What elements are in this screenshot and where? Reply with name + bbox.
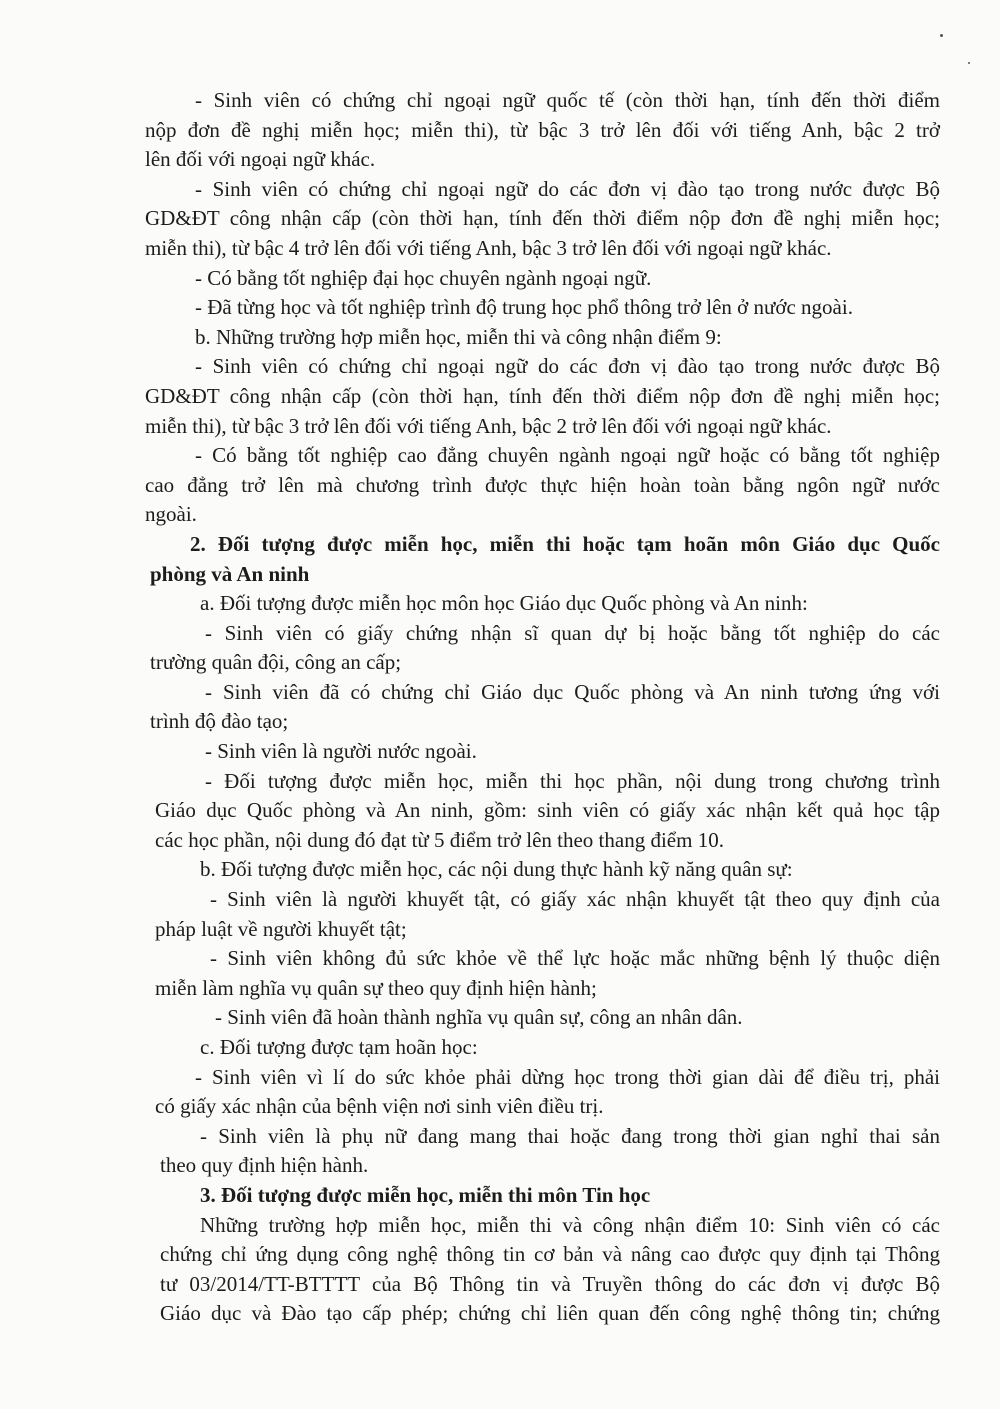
- paragraph-line: ngoài.: [145, 502, 197, 527]
- paragraph-line: Giáo dục Quốc phòng và An ninh, gồm: sinh viên có giấy xác nhận kết quả học tập: [155, 798, 940, 823]
- paragraph-line: miễn thi), từ bậc 4 trở lên đối với tiếng Anh, bậc 3 trở lên đối với ngoại ngữ khác.: [145, 235, 832, 260]
- section-heading-line: 3. Đối tượng được miễn học, miễn thi môn Tin học: [200, 1182, 651, 1207]
- paragraph-line: - Sinh viên có giấy chứng nhận sĩ quan dự bị hoặc bằng tốt nghiệp do các: [205, 620, 940, 645]
- paragraph-line: - Có bằng tốt nghiệp cao đẳng chuyên ngành ngoại ngữ hoặc có bằng tốt nghiệp: [195, 443, 940, 468]
- paragraph-line: - Đã từng học và tốt nghiệp trình độ trung học phổ thông trở lên ở nước ngoài.: [195, 295, 853, 320]
- paragraph-line: chứng chỉ ứng dụng công nghệ thông tin cơ bản và nâng cao được quy định tại Thông: [160, 1242, 940, 1267]
- paragraph-line: nộp đơn đề nghị miễn học; miễn thi), từ bậc 3 trở lên đối với tiếng Anh, bậc 2 trở: [145, 117, 940, 142]
- paragraph-line: - Sinh viên là người khuyết tật, có giấy xác nhận khuyết tật theo quy định của: [210, 887, 940, 912]
- paragraph-line: - Sinh viên có chứng chỉ ngoại ngữ do các đơn vị đào tạo trong nước được Bộ: [195, 176, 940, 201]
- document-body: [140, 86, 940, 1329]
- paragraph-line: trường quân đội, công an cấp;: [150, 650, 402, 675]
- paragraph-line: Những trường hợp miễn học, miễn thi và công nhận điểm 10: Sinh viên có các: [200, 1212, 940, 1237]
- paragraph-line: - Sinh viên có chứng chỉ ngoại ngữ do các đơn vị đào tạo trong nước được Bộ: [195, 354, 940, 379]
- paragraph-line: các học phần, nội dung đó đạt từ 5 điểm trở lên theo thang điểm 10.: [155, 827, 724, 852]
- section-heading-line: phòng và An ninh: [150, 561, 310, 586]
- paragraph-line: c. Đối tượng được tạm hoãn học:: [200, 1035, 478, 1059]
- paragraph-line: - Sinh viên đã hoàn thành nghĩa vụ quân sự, công an nhân dân.: [215, 1005, 743, 1030]
- paragraph-line: theo quy định hiện hành.: [160, 1153, 369, 1178]
- paragraph-line: b. Những trường hợp miễn học, miễn thi và công nhận điểm 9:: [195, 324, 722, 349]
- section-heading-line: 2. Đối tượng được miễn học, miễn thi hoặc tạm hoãn môn Giáo dục Quốc: [190, 531, 940, 556]
- paragraph-line: - Đối tượng được miễn học, miễn thi học phần, nội dung trong chương trình: [205, 768, 940, 793]
- paragraph-line: - Có bằng tốt nghiệp đại học chuyên ngành ngoại ngữ.: [195, 265, 652, 290]
- scan-speck: [968, 62, 970, 64]
- paragraph-line: có giấy xác nhận của bệnh viện nơi sinh viên điều trị.: [155, 1094, 604, 1119]
- paragraph-line: a. Đối tượng được miễn học môn học Giáo dục Quốc phòng và An ninh:: [200, 591, 808, 616]
- paragraph-line: trình độ đào tạo;: [150, 709, 289, 734]
- paragraph-line: cao đẳng trở lên mà chương trình được thực hiện hoàn toàn bằng ngôn ngữ nước: [145, 472, 940, 497]
- paragraph-line: Giáo dục và Đào tạo cấp phép; chứng chỉ liên quan đến công nghệ thông tin; chứng: [160, 1301, 940, 1326]
- paragraph-line: - Sinh viên là người nước ngoài.: [205, 739, 477, 764]
- paragraph-line: miễn thi), từ bậc 3 trở lên đối với tiếng Anh, bậc 2 trở lên đối với ngoại ngữ khác.: [145, 413, 832, 438]
- paragraph-line: GD&ĐT công nhận cấp (còn thời hạn, tính đến thời điểm nộp đơn đề nghị miễn học;: [145, 383, 940, 408]
- paragraph-line: b. Đối tượng được miễn học, các nội dung thực hành kỹ năng quân sự:: [200, 857, 793, 882]
- scan-speck: [940, 34, 943, 37]
- paragraph-line: - Sinh viên vì lí do sức khỏe phải dừng học trong thời gian dài để điều trị, phải: [195, 1064, 940, 1089]
- paragraph-line: GD&ĐT công nhận cấp (còn thời hạn, tính đến thời điểm nộp đơn đề nghị miễn học;: [145, 206, 940, 231]
- paragraph-line: tư 03/2014/TT-BTTTT của Bộ Thông tin và Truyền thông do các đơn vị được Bộ: [160, 1271, 940, 1296]
- paragraph-line: - Sinh viên là phụ nữ đang mang thai hoặc đang trong thời gian nghỉ thai sản: [200, 1123, 940, 1148]
- paragraph-line: - Sinh viên có chứng chỉ ngoại ngữ quốc tế (còn thời hạn, tính đến thời điểm: [195, 88, 940, 112]
- paragraph-line: - Sinh viên không đủ sức khỏe về thể lực hoặc mắc những bệnh lý thuộc diện: [210, 946, 940, 971]
- paragraph-line: pháp luật về người khuyết tật;: [155, 916, 407, 941]
- paragraph-line: lên đối với ngoại ngữ khác.: [145, 147, 376, 172]
- paragraph-line: - Sinh viên đã có chứng chỉ Giáo dục Quốc phòng và An ninh tương ứng với: [205, 679, 940, 704]
- paragraph-line: miễn làm nghĩa vụ quân sự theo quy định hiện hành;: [155, 975, 597, 1000]
